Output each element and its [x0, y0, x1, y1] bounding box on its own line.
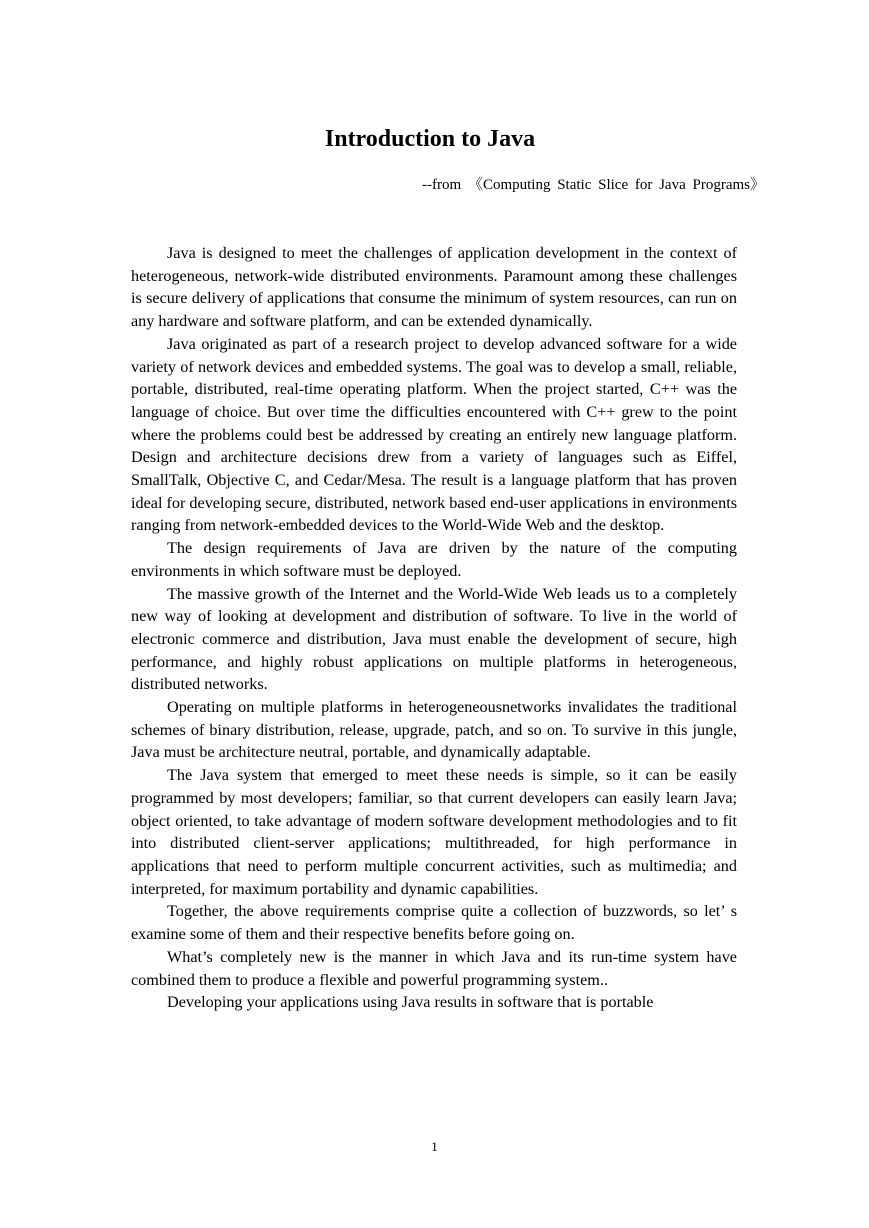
source-citation: --from 《Computing Static Slice for Java Programs》: [422, 177, 765, 193]
paragraph: The massive growth of the Internet and the World-Wide Web leads us to a completely new way of looking at development and distribution of software. To live in the world of electronic commerce and distribution, Java must enable the development of secure, high performance, and highly robust applications on multiple platforms in heterogeneous, distributed networks.: [131, 584, 737, 694]
body-text: [131, 242, 737, 1014]
paragraph: Operating on multiple platforms in heterogeneousnetworks invalidates the traditional schemes of binary distribution, release, upgrade, patch, and so on. To survive in this jungle, Java must be architecture neutral, portable, and dynamically adaptable.: [131, 698, 737, 762]
paragraph: Java is designed to meet the challenges of application development in the context of heterogeneous, network-wide distributed environments. Paramount among these challenges is secure delivery of applications that consume the minimum of system resources, can run on any hardware and software platform, and can be extended dynamically.: [131, 244, 737, 331]
paragraph: The design requirements of Java are driven by the nature of the computing environments in which software must be deployed.: [131, 539, 737, 580]
paragraph: Java originated as part of a research project to develop advanced software for a wide variety of network devices and embedded systems. The goal was to develop a small, reliable, portable, distributed, real-time operating platform. When the project started, C++ was the language of choice. But over time the difficulties encountered with C++ grew to the point where the problems could best be addressed by creating an entirely new language platform. Design and architecture decisions drew from a variety of languages such as Eiffel, SmallTalk, Objective C, and Cedar/Mesa. The result is a language platform that has proven ideal for developing secure, distributed, network based end-user applications in environments ranging from network-embedded devices to the World-Wide Web and the desktop.: [131, 334, 737, 535]
paragraph: Together, the above requirements comprise quite a collection of buzzwords, so let’ s examine some of them and their respective benefits before going on.: [131, 902, 737, 944]
paragraph: Developing your applications using Java results in software that is portable: [167, 993, 654, 1012]
page-number: 1: [431, 1139, 438, 1154]
paragraph: The Java system that emerged to meet these needs is simple, so it can be easily programmed by most developers; familiar, so that current developers can easily learn Java; object oriented, to take advantage of modern software development methodologies and to fit into distributed client-server applications; multithreaded, for high performance in applications that need to perform multiple concurrent activities, such as multimedia; and interpreted, for maximum portability and dynamic capabilities.: [131, 766, 737, 898]
paragraph: What’s completely new is the manner in which Java and its run-time system have combined them to produce a flexible and powerful programming system..: [131, 947, 737, 989]
document-title: Introduction to Java: [324, 126, 536, 152]
